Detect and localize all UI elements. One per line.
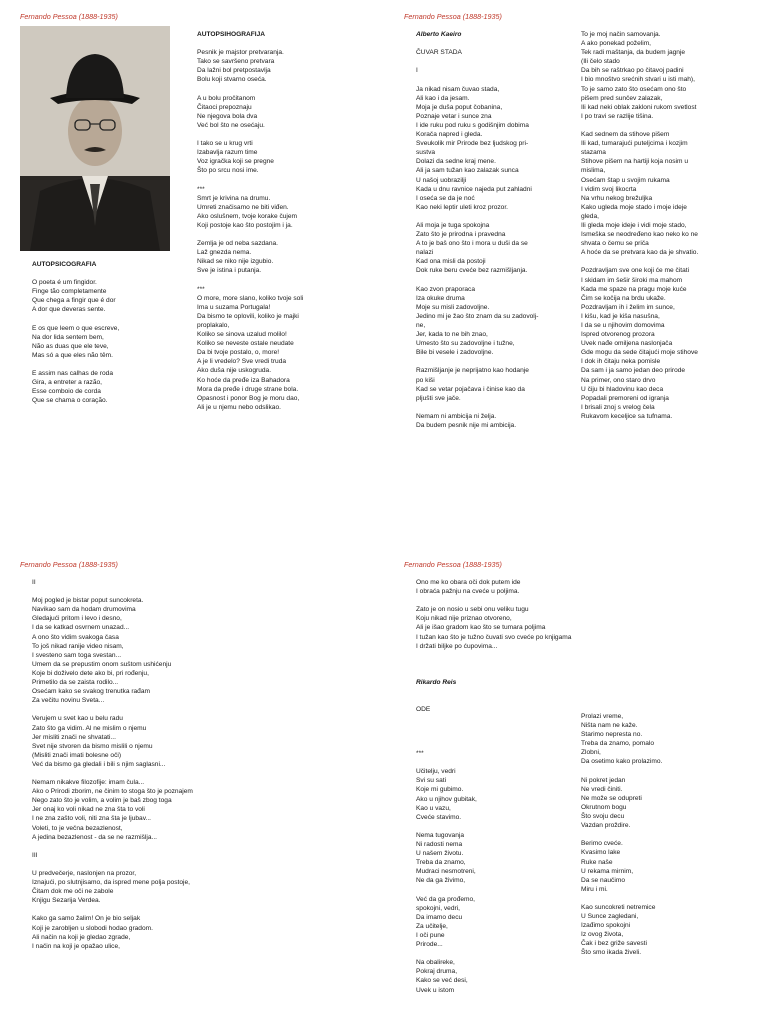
poem-line: Prolazi vreme,: [581, 713, 624, 720]
section-numeral: I: [416, 67, 418, 75]
poem-top: [416, 578, 751, 714]
poem-line: Koje mi gubimo.: [416, 786, 464, 794]
poem-line: Pokraj druma,: [416, 968, 458, 976]
poem-line: Stihove pišem na hartiji koja nosim u: [581, 158, 689, 166]
poem-line: Gde mogu da sede čitajući moje stihove: [581, 349, 698, 357]
poem-line: Da budem pesnik nije mi ambicija.: [416, 422, 517, 430]
stanza-break: [197, 85, 382, 94]
poem-line: Kad ona misli da postoji: [416, 258, 486, 266]
poem-line: A ono što vidim svakoga časa: [32, 633, 119, 641]
poem-line: stazama: [581, 149, 606, 157]
poem-line: Ili kad, tumarajući puteljcima i kozjim: [581, 140, 688, 148]
poem-line: To još nikad ranije video nisam,: [32, 642, 124, 650]
poem-line: spokojni, vedri,: [416, 904, 460, 912]
poem-line: Popadali premoreni od igranja: [581, 394, 669, 402]
poem-line: Nikad se niko nije izgubio.: [197, 258, 274, 266]
poem-line: U čiju bi hladovinu kao deca: [581, 385, 664, 393]
poem-line: Ruke naše: [581, 858, 613, 866]
poem-line: Voleti, to je večna bezazlenost,: [32, 824, 123, 832]
poem-line: Nema tugovanja: [416, 831, 465, 839]
stanza-break: [197, 230, 382, 239]
stanza-break: [32, 769, 377, 778]
poem-line: Jer misliti znači ne shvatati...: [32, 733, 116, 741]
poem-line: Poznaje vetar i sunce zna: [416, 112, 492, 120]
poem-line: Knjigu Sezarija Verdea.: [32, 897, 101, 905]
poem-line: Koliko se sinova uzalud molilo!: [197, 331, 287, 339]
poem-line: Koji je zarobljen u slobodi hodao gradom.: [32, 924, 153, 932]
poem-line: sustva: [416, 149, 436, 157]
poem-lines-iii: [32, 860, 377, 951]
poem-line: Za učitelje,: [416, 922, 448, 930]
poem-line: A jedina bezazlenost - da se ne razmišlja...: [32, 833, 157, 841]
poem-line: Na dor lida sentem bem,: [32, 333, 104, 341]
poem-line: Ako o Prirodi zborim, ne činim to stoga što je poznajem: [32, 788, 193, 796]
stanza-break: [197, 130, 382, 139]
poem-line: I vidim svoj likocrta: [581, 185, 637, 193]
poem-line: Kvasimo lake: [581, 849, 621, 857]
poem-line: I držati biljke po ćupovima...: [416, 642, 498, 650]
poem-lines-original: [32, 269, 192, 405]
poem-line: I da se katkad osvrnem unazad...: [32, 624, 130, 632]
page-header: Fernando Pessoa (1888-1935): [404, 560, 502, 569]
poem-line: I tako se u krug vrti: [197, 140, 253, 148]
poem-lines: [416, 85, 586, 431]
poem-lines-ii: [32, 587, 377, 842]
poem-line: ***: [197, 285, 205, 293]
poem-line: Ni pokret jedan: [581, 776, 626, 784]
poem-line: Cveće stavimo.: [416, 813, 462, 821]
stanza-break: [581, 121, 753, 130]
stanza-break: [416, 949, 576, 958]
stanza-break: [197, 276, 382, 285]
stanza-break: [32, 315, 192, 324]
poem-line: Mora da pređe i druge strane bola.: [197, 385, 299, 393]
poem-line: Kad sednem da stihove pišem: [581, 131, 670, 139]
poem-line: Gledajući pritom i levo i desno,: [32, 615, 122, 623]
stanza-break: [197, 176, 382, 185]
author-name: Rikardo Reis: [416, 679, 457, 687]
poem-line: I dok ih čitaju neka pomisle: [581, 358, 661, 366]
poem-line: Moj pogled je bistar poput suncokreta.: [32, 597, 144, 605]
poem-line: E os que leem o que escreve,: [32, 324, 120, 332]
poem-line: Ne da ga živimo,: [416, 877, 466, 885]
poem-line: Que se chama o coração.: [32, 397, 108, 405]
poem-line: Ali način na koji je gledao zgrade,: [32, 933, 131, 941]
stanza-break: [32, 587, 377, 596]
poem-line: Starimo nepresta no.: [581, 731, 643, 739]
poem-line: Koje bi doživelo dete ako bi, pri rođenju,: [32, 669, 149, 677]
portrait-photo: [20, 26, 170, 251]
stanza-break: [32, 860, 377, 869]
poem-line: O poeta é um fingidor.: [32, 279, 97, 287]
poem-line: Kada u dnu ravnice najeda put zahladni: [416, 185, 532, 193]
poem-line: Učitelju, vedri: [416, 768, 456, 776]
poem-line: I obraća pažnju na cveće u poljima.: [416, 588, 520, 596]
poem-line: Sveukolik mir Prirode bez ljudskog pri-: [416, 140, 529, 148]
poem-line: A u bolu pročitanom: [197, 94, 256, 102]
poem-line: Da bismo te oplovili, koliko je majki: [197, 312, 299, 320]
poem-title-original: AUTOPSICOGRAFIA: [32, 261, 97, 268]
poem-line: Ako duša nije uskogruda.: [197, 367, 272, 375]
poem-line: Ali je išao gradom kao što se tumara poljima: [416, 624, 546, 632]
poem-line: Kao neki leptir uleti kroz prozor.: [416, 203, 508, 211]
poem-line: I oseća se da je noć: [416, 194, 475, 202]
poem-line: Jer onaj ko voli nikad ne zna šta to voli: [32, 806, 145, 814]
poem-line: I tužan kao što je tužno čuvati svo cveće po knjigama: [416, 633, 572, 641]
poem-line: Kako se već desi,: [416, 977, 468, 985]
poem-line: Ali je u njemu nebo odslikao.: [197, 403, 281, 411]
poem-line: Laž gnezda nema.: [197, 249, 252, 257]
poem-line: Zemlja je od neba sazdana.: [197, 240, 279, 248]
poem-line: E assim nas calhas de roda: [32, 370, 113, 378]
poem-line: Umesto što su zadovoljne i tužne,: [416, 340, 515, 348]
poem-line: Bolu koji stvarno oseća.: [197, 76, 267, 84]
poem-line: Ali ja sam tužan kao zalazak sunca: [416, 167, 519, 175]
poem-line: To je moj način samovanja.: [581, 31, 661, 38]
page-bottom-right: [404, 560, 754, 1024]
poem-line: Okrutnom bogu: [581, 803, 627, 811]
poem-title: AUTOPSIHOGRAFIJA: [197, 31, 266, 38]
poem-line: Treba da znamo,: [416, 859, 466, 867]
poem-line: Koji postoje kao što postojim i ja.: [197, 221, 293, 229]
poem-line: ***: [197, 185, 205, 193]
poem-lines: [197, 39, 382, 412]
poem-line: Kako ugleda moje stado i moje ideje: [581, 203, 687, 211]
poem-title: ČUVAR STADA: [416, 49, 462, 57]
poem-column-right: [581, 30, 753, 421]
poem-column-left: [32, 260, 192, 406]
poem-column-right: [581, 712, 751, 958]
poem-line: Iznajući, po slutnjisamo, da ispred mene polja postoje,: [32, 879, 190, 887]
poem-line: shvata o čemu se priča: [581, 240, 649, 248]
poem-line: Uvek u istom: [416, 986, 455, 994]
poem-line: Kako ga samo žalim! On je bio seljak: [32, 915, 141, 923]
poem-line: Kad se vetar pojačava i činise kao da: [416, 385, 525, 393]
poem-line: Već bol što ne osećaju.: [197, 121, 265, 129]
poem-column-left: [416, 740, 576, 995]
poem-line: I kišu, kad je kiša nasušna,: [581, 312, 660, 320]
page-header: Fernando Pessoa (1888-1935): [20, 560, 118, 569]
poem-line: Ali moja je tuga spokojna: [416, 221, 490, 229]
poem-line: Pozdravljam ih i želim im sunce,: [581, 303, 675, 311]
portrait-image: [20, 26, 170, 251]
poem-line: Nemam ni ambicija ni želja.: [416, 412, 497, 420]
stanza-break: [416, 357, 586, 366]
poem-line: I bio mnoštvo srećnih stvari u isti mah),: [581, 76, 695, 84]
poem-line: (Misliti znači imati bolesne oči): [32, 751, 122, 759]
poem-line: Berimo cveće.: [581, 840, 623, 848]
poem-line: Voz igračka koji se pregne: [197, 158, 274, 166]
stanza-break: [32, 269, 192, 278]
stanza-break: [416, 403, 586, 412]
poem-line: Zato je on nosio u sebi onu veliku tugu: [416, 606, 529, 614]
poem-line: Nemam nikakve filozofije: imam čula...: [32, 779, 145, 787]
poem-line: Prirode...: [416, 941, 443, 949]
poem-lines: [416, 740, 576, 995]
stanza-break: [416, 596, 751, 605]
poem-column-right: [197, 30, 382, 412]
poem-line: Zlobni,: [581, 749, 601, 757]
poem-line: Ni radosti nema: [416, 841, 463, 849]
poem-line: Osećam štap u svojim rukama: [581, 176, 670, 184]
stanza-break: [416, 758, 576, 767]
poem-line: Na primer, ono staro drvo: [581, 376, 656, 384]
poem-line: Izabavlja razum time: [197, 149, 258, 157]
poem-line: I po travi se razlije tišina.: [581, 112, 654, 120]
poem-line: Jedino mi je žao što znam da su zadovolj-: [416, 312, 539, 320]
poem-line: Ili kad neki oblak zakloni rukom svetlost: [581, 103, 697, 111]
poem-line: Tek radi maštanja, da budem jagnje: [581, 49, 686, 57]
poem-line: Da lažni bol pretpostavlja: [197, 67, 271, 75]
stanza-break: [581, 767, 751, 776]
poem-line: nalazi: [416, 249, 434, 257]
poem-line: O more, more slano, koliko tvoje soli: [197, 294, 304, 302]
poem-line: U Sunce zagledani,: [581, 913, 639, 921]
poem-line: Osećam kako se svakog trenutka rađam: [32, 688, 151, 696]
poem-line: Mudraci nesmotreni,: [416, 868, 476, 876]
poem-line: Da bi tvoje postalo, o, more!: [197, 349, 280, 357]
poem-line: Bile bi vesele i zadovoljne.: [416, 349, 494, 357]
poem-line: I oči pune: [416, 931, 445, 939]
poem-line: Umreti značisamo ne biti viđen.: [197, 203, 289, 211]
poem-line: Esse comboio de corda: [32, 388, 101, 396]
poem-line: Finge tão completamente: [32, 288, 107, 296]
stanza-break: [32, 705, 377, 714]
poem-line: (Ili čelo stado: [581, 58, 620, 66]
poem-line: Čitam dok me oči ne zabole: [32, 888, 114, 896]
poem-line: A je li vredelo? Sve vredi truda: [197, 358, 287, 366]
poem-line: pišem pred sunčev zalazak,: [581, 94, 663, 102]
poem-line: Pozdravljam sve one koji će me čitati: [581, 267, 690, 275]
poem-line: I da se u njihovim domovima: [581, 322, 665, 329]
poem-line: Verujem u svet kao u belu radu: [32, 715, 123, 723]
poem-line: To je samo zato što osećam ono što: [581, 85, 687, 93]
poem-line: Umem da se prepustim onom suštom ushićenju: [32, 660, 172, 668]
poem-line: mislima,: [581, 167, 606, 175]
poem-line: U našoj uobrazilji: [416, 176, 467, 184]
poem-line: Smrt je krivina na drumu.: [197, 194, 271, 202]
poem-line: Que chega a fingir que é dor: [32, 297, 116, 305]
poem-line: proplakalo,: [197, 322, 230, 329]
stanza-break: [32, 905, 377, 914]
poem-line: Već da bismo ga gledali i bili s njim saglasni...: [32, 760, 166, 768]
poem-line: A to je baš ono što i mora u duši da se: [416, 240, 528, 248]
poem-line: Ali kao i da jesam.: [416, 94, 470, 102]
poem-line: U rekama mirnim,: [581, 867, 634, 875]
poem-line: Kada me spaze na pragu moje kuće: [581, 285, 687, 293]
poem-line: Mas só a que eles não têm.: [32, 351, 114, 359]
section-numeral: III: [32, 851, 38, 859]
poem-line: po kiši: [416, 376, 435, 384]
poem-line: Da sam i ja samo jedan deo prirode: [581, 367, 686, 375]
poem-line: Tako se savršeno pretvara: [197, 58, 275, 66]
poem-line: A ako ponekad poželim,: [581, 40, 652, 48]
stanza-break: [416, 212, 586, 221]
poem-line: I brisali znoj s vrelog čela: [581, 403, 655, 411]
stanza-break: [416, 822, 576, 831]
page-header: Fernando Pessoa (1888-1935): [404, 12, 502, 21]
page-bottom-left: [20, 560, 382, 1024]
poem-line: Ismeška se neodređeno kao neko ko ne: [581, 231, 698, 239]
poem-line: Da se naučimo: [581, 876, 625, 884]
poem-line: Razmišljanje je neprijatno kao hodanje: [416, 367, 529, 375]
poem-line: Svi su sati: [416, 777, 447, 785]
poem-line: Ako u njihov gubitak,: [416, 795, 477, 803]
poem-line: Ako oslušnem, tvoje korake čujem: [197, 212, 298, 220]
poem-line: Ima u suzama Portugala!: [197, 303, 271, 311]
poem-line: Iz ovog života,: [581, 931, 624, 939]
poem-line: Ispred otvorenog prozora: [581, 331, 655, 339]
poem-line: Ko hoće da pređe iza Bahadora: [197, 376, 290, 384]
stanza-break: [581, 894, 751, 903]
poem-line: Kao zvon praporaca: [416, 285, 476, 293]
poem-line: Kao u vazu,: [416, 804, 451, 812]
poem-line: gleda,: [581, 212, 599, 220]
poem-line: Rukavom keceljice sa tufnama.: [581, 412, 673, 420]
poem-line: Jer, kada to ne bih znao,: [416, 331, 488, 339]
poem-line: Ono me ko obara oči dok putem ide: [416, 579, 521, 586]
poem-line: Čak i bez griže savesti: [581, 940, 647, 948]
poem-line: Što po srcu nosi ime.: [197, 167, 259, 175]
poem-line: Na obalireke,: [416, 959, 455, 967]
poem-line: Não as duas que ele teve,: [32, 342, 109, 350]
poem-line: Za večitu novinu Sveta...: [32, 697, 105, 705]
poem-column-left: [416, 30, 586, 430]
page-top-right: [404, 12, 754, 532]
poem-line: Kao suncokreti netremice: [581, 903, 656, 911]
poem-column: [32, 578, 377, 951]
poem-line: I svesteno sam toga svestan...: [32, 651, 122, 659]
poem-lines-top: [416, 578, 751, 651]
poem-line: Nego zato što je volim, a volim je baš zbog toga: [32, 797, 172, 805]
page-header: Fernando Pessoa (1888-1935): [20, 12, 118, 21]
poem-line: Izađimo spokojni: [581, 922, 631, 930]
stanza-break: [32, 360, 192, 369]
poem-line: Dok ruke beru cveće bez razmišljanja.: [416, 267, 528, 275]
poem-line: Koliko se neveste ostale neudate: [197, 340, 294, 348]
poem-line: Koju nikad nije priznao otvoreno,: [416, 615, 512, 623]
poem-line: U našem životu.: [416, 850, 464, 858]
poem-line: Čim se kočija na brdu ukaže.: [581, 294, 666, 302]
poem-line: Čitaoci prepoznaju: [197, 103, 252, 111]
poem-line: Ne vredi činiti.: [581, 785, 623, 793]
poem-line: Uvek nađe omiljena naslonjača: [581, 340, 673, 348]
poem-line: Što svoju decu: [581, 813, 625, 821]
poem-line: Da imamo decu: [416, 913, 463, 921]
poem-line: Da bih se raštrkao po čitavoj padini: [581, 67, 684, 75]
stanza-break: [581, 257, 753, 266]
poem-lines-continued: [581, 30, 753, 421]
poem-line: Koračа napred i gleda.: [416, 131, 483, 139]
poem-line: Već da ga prođemo,: [416, 895, 476, 903]
poem-line: Zato što ga vidim. Al ne mislim o njemu: [32, 724, 147, 732]
poem-line: Pesnik je majstor pretvaranja.: [197, 49, 284, 57]
poem-line: Miru i mi.: [581, 885, 608, 893]
poem-line: Opasnost i ponor Bog je moru dao,: [197, 394, 300, 402]
poem-line: I ide ruku pod ruku s godišnjim dobima: [416, 121, 529, 129]
poem-line: Da osetimo kako prolazimo.: [581, 758, 663, 766]
poem-line: Što smo ikada živeli.: [581, 949, 642, 957]
poem-line: Vazdan proždire.: [581, 822, 631, 830]
poem-line: Dolazi da sedne kraj mene.: [416, 158, 496, 166]
poem-line: Moje su misli zadovoljne.: [416, 303, 490, 311]
poem-line: I skidam im šešir široki ma mahom: [581, 276, 683, 284]
stanza-break: [581, 830, 751, 839]
poem-line: Zato što je prirodna i pravedna: [416, 231, 506, 239]
poem-line: Na vrhu nekog brežuljka: [581, 194, 653, 202]
poem-line: Ja nikad nisam čuvao stada,: [416, 85, 500, 93]
poem-line: Ne može se odupreti: [581, 794, 642, 802]
poem-line: pljušti sve jače.: [416, 394, 461, 402]
poem-line: Iza okuke druma: [416, 294, 465, 302]
poem-line: ne,: [416, 322, 426, 329]
stanza-break: [197, 39, 382, 48]
stanza-break: [416, 276, 586, 285]
poem-line: A dor que deveras sente.: [32, 306, 106, 314]
poem-line: Svet nije stvoren da bismo mislili o njemu: [32, 742, 153, 750]
stanza-break: [416, 740, 576, 749]
author-name: Alberto Kaeiro: [416, 31, 462, 38]
stanza-break: [416, 886, 576, 895]
page-top-left: [20, 12, 382, 532]
poem-line: Ništa nam ne kaže.: [581, 722, 638, 730]
poem-line: U predvečerje, naslonjen na prozor,: [32, 870, 137, 877]
poem-line: A hoće da se pretvara kao da je shvatio.: [581, 249, 699, 257]
poem-line: Ili gleda moje ideje i vidi moje stado,: [581, 221, 687, 229]
poem-title: ODE: [416, 706, 431, 714]
poem-line: Ne njegova bola dva: [197, 112, 258, 120]
poem-line: Treba da znamo, pomalo: [581, 740, 655, 748]
poem-line: Navikao sam da hodam drumovima: [32, 606, 136, 614]
poem-line: I ne zna zašto voli, niti zna šta je ljubav...: [32, 815, 151, 823]
poem-line: Gira, a entreter a razão,: [32, 379, 103, 387]
poem-line: ***: [416, 750, 424, 758]
poem-line: Sve je istina i putanja.: [197, 267, 262, 275]
poem-lines-continued: [581, 712, 751, 958]
poem-line: Moja je duša poput čobanina,: [416, 103, 503, 111]
section-numeral: II: [32, 579, 36, 586]
poem-line: I način na koji je opažao ulice,: [32, 942, 120, 950]
poem-line: Primetilo da se zaista rodilo...: [32, 679, 119, 687]
